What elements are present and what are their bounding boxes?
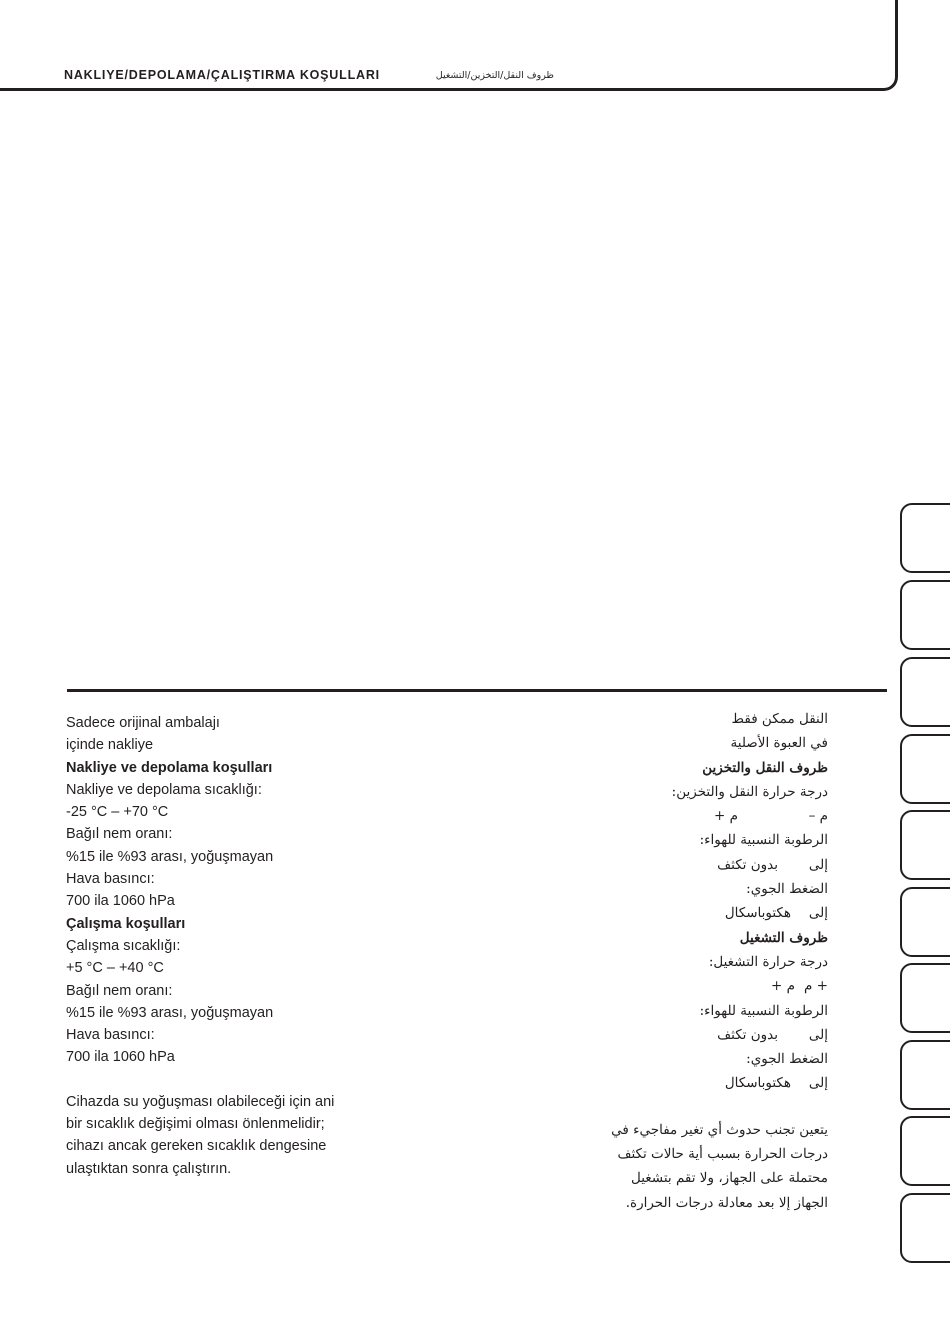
arabic-column: [560, 707, 828, 1215]
storage-humidity-value: %15 ile %93 arası, yoğuşmayan: [66, 848, 274, 865]
storage-humidity-to-ar: إلى: [808, 856, 828, 873]
section-divider: [67, 689, 887, 692]
operating-humidity-value-ar: [560, 1023, 828, 1047]
operating-humidity-label-ar: الرطوبة النسبية للهواء:: [699, 1002, 828, 1019]
condensation-note-line: cihazı ancak gereken sıcaklık dengesine: [66, 1138, 327, 1155]
storage-temp-label: Nakliye ve depolama sıcaklığı:: [66, 781, 262, 798]
storage-temp-unit-b-ar: م +: [714, 808, 738, 825]
side-tab-7[interactable]: [900, 963, 950, 1033]
side-tab-4[interactable]: [900, 734, 950, 804]
transport-note-line: Sadece orijinal ambalajı: [66, 715, 220, 731]
side-tab-3[interactable]: [900, 657, 950, 727]
operating-pressure-value-ar: [560, 1071, 828, 1095]
header-title-tr: NAKLIYE/DEPOLAMA/ÇALIŞTIRMA KOŞULLARI: [64, 68, 380, 82]
storage-pressure-value: 700 ila 1060 hPa: [66, 893, 175, 910]
operating-temp-value: +5 °C – +40 °C: [66, 960, 164, 977]
condensation-note-line-ar: محتملة على الجهاز، ولا تقم بتشغيل: [630, 1170, 828, 1187]
condensation-note-line: ulaştıktan sonra çalıştırın.: [66, 1160, 232, 1177]
operating-humidity-to-ar: إلى: [808, 1026, 828, 1043]
operating-humidity-label: Bağıl nem oranı:: [66, 982, 173, 999]
side-tab-6[interactable]: [900, 887, 950, 957]
storage-heading: Nakliye ve depolama koşulları: [66, 759, 273, 776]
operating-pressure-value: 700 ila 1060 hPa: [66, 1049, 175, 1066]
storage-pressure-label: Hava basıncı:: [66, 871, 155, 888]
condensation-note-line-ar: يتعين تجنب حدوث أي تغير مفاجيء في: [611, 1121, 828, 1138]
storage-humidity-label-ar: الرطوبة النسبية للهواء:: [699, 832, 828, 849]
storage-pressure-unit-ar: هكتوباسكال: [724, 905, 791, 922]
transport-note-line-ar: النقل ممكن فقط: [731, 711, 828, 727]
operating-humidity-value: %15 ile %93 arası, yoğuşmayan: [66, 1004, 274, 1021]
transport-note-line: içinde nakliye: [66, 737, 154, 754]
condensation-note-line: bir sıcaklık değişimi olması önlenmelidir;: [66, 1116, 325, 1133]
side-tab-5[interactable]: [900, 810, 950, 880]
condensation-note-line-ar: درجات الحرارة بسبب أية حالات تكثف: [617, 1146, 828, 1163]
operating-heading: Çalışma koşulları: [66, 915, 186, 932]
storage-humidity-value-ar: [560, 853, 828, 877]
storage-temp-value: -25 °C – +70 °C: [66, 804, 169, 821]
condensation-note-line: Cihazda su yoğuşması olabileceği için ani: [66, 1093, 335, 1110]
side-tab-10[interactable]: [900, 1193, 950, 1263]
storage-temp-unit-a-ar: م –: [808, 808, 828, 825]
storage-humidity-label: Bağıl nem oranı:: [66, 826, 173, 843]
side-tab-8[interactable]: [900, 1040, 950, 1110]
operating-pressure-unit-ar: هكتوباسكال: [724, 1075, 791, 1092]
operating-temp-unit-a-ar: + م: [804, 978, 828, 995]
operating-pressure-to-ar: إلى: [808, 1075, 828, 1092]
storage-pressure-label-ar: الضغط الجوي:: [746, 881, 828, 898]
storage-heading-ar: ظروف النقل والتخزين: [702, 759, 828, 776]
operating-temp-label-ar: درجة حرارة التشغيل:: [708, 953, 828, 970]
operating-temp-unit-b-ar: م +: [771, 978, 795, 995]
storage-temp-label-ar: درجة حرارة النقل والتخزين:: [671, 783, 828, 800]
side-tab-9[interactable]: [900, 1116, 950, 1186]
operating-temp-label: Çalışma sıcaklığı:: [66, 937, 181, 954]
storage-temp-value-ar: [560, 804, 828, 828]
operating-temp-value-ar: [560, 974, 828, 998]
side-tab-2[interactable]: [900, 580, 950, 650]
operating-pressure-label-ar: الضغط الجوي:: [746, 1051, 828, 1068]
header-title-ar: ظروف النقل/التخزين/التشغيل: [435, 70, 554, 81]
storage-humidity-rest-ar: بدون تكثف: [717, 856, 778, 873]
transport-note-line-ar: في العبوة الأصلية: [730, 735, 828, 752]
operating-pressure-label: Hava basıncı:: [66, 1027, 155, 1044]
storage-pressure-to-ar: إلى: [808, 905, 828, 922]
turkish-column: [66, 712, 366, 1180]
condensation-note-line-ar: الجهاز إلا بعد معادلة درجات الحرارة.: [625, 1194, 828, 1211]
operating-heading-ar: ظروف التشغيل: [739, 929, 828, 946]
side-tab-1[interactable]: [900, 503, 950, 573]
operating-humidity-rest-ar: بدون تكثف: [717, 1026, 778, 1043]
storage-pressure-value-ar: [560, 901, 828, 925]
